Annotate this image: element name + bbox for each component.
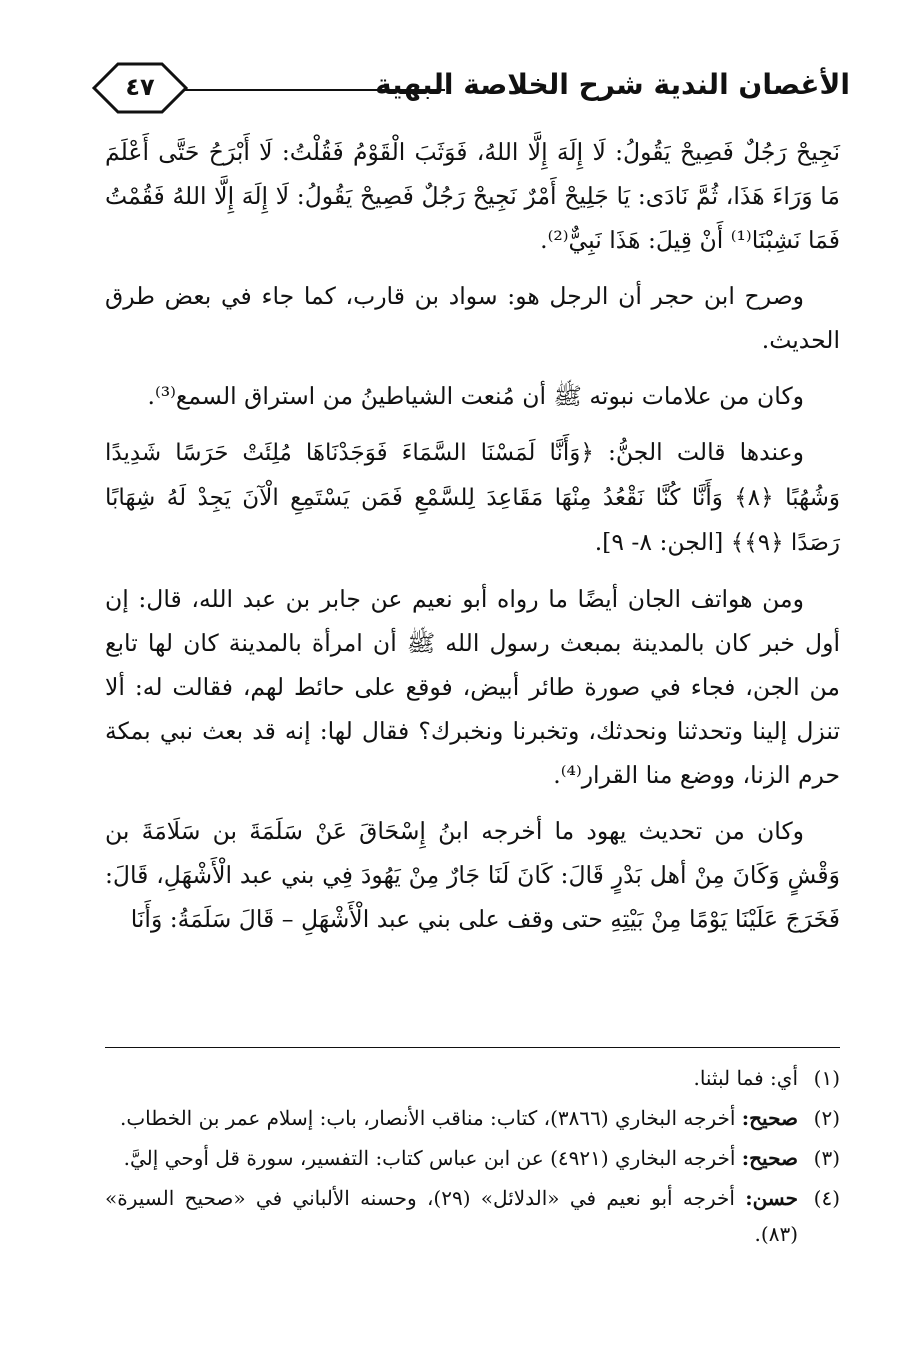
quran-reference: [الجن: ٨- ٩]. xyxy=(594,528,724,556)
paragraph-5: ومن هواتف الجان أيضًا ما رواه أبو نعيم عن جابر بن عبد الله، قال: إن أول خبر كان بالمدينة بمبعث رسول الله ﷺ أن امرأة بالمدينة كان لها تابع من الجن، فجاء في صورة طائر أبيض، فوقع على حائط لهم، فقالت له: ألا تنزل إلينا وتحدثنا ونحدثك، وتخبرنا ونخبرك؟ فقال لها: إنه قد بعث نبي بمكة حرم الزنا، ووضع منا القرار⁽⁴⁾. xyxy=(105,585,840,789)
page-number-badge xyxy=(90,60,190,116)
paragraph-1: نَجِيحْ رَجُلٌ فَصِيحْ يَقُولُ: لَا إِلَهَ إِلَّا اللهُ، فَوَثَبَ الْقَوْمُ فَقُلْتُ: لَا أَبْرَحُ حَتَّى أَعْلَمَ مَا وَرَاءَ هَذَا، ثُمَّ نَادَى: يَا جَلِيحْ أَمْرٌ نَجِيحْ رَجُلٌ فَصِيحْ يَقُولُ: لَا إِلَهَ إِلَّا اللهُ فَقُمْتُ فَمَا نَشِبْنَا⁽¹⁾ أَنْ قِيلَ: هَذَا نَبِيٌّ⁽²⁾. xyxy=(105,138,840,254)
main-text xyxy=(105,130,840,953)
quran-verse: ﴿وَأَنَّا لَمَسْنَا السَّمَاءَ فَوَجَدْنَاهَا مُلِئَتْ حَرَسًا شَدِيدًا وَشُهُبًا ﴿٨﴾ وَأَنَّا كُنَّا نَقْعُدُ مِنْهَا مَقَاعِدَ لِلسَّمْعِ فَمَن يَسْتَمِعِ الْآنَ يَجِدْ لَهُ شِهَابًا رَصَدًا ﴿٩﴾﴾ xyxy=(105,440,840,556)
footnote-4: (٤)حسن: أخرجه أبو نعيم في «الدلائل» (٢٩)، وحسنه الألباني في «صحيح السيرة» (٨٣). xyxy=(105,1186,841,1246)
paragraph-6: وكان من تحديث يهود ما أخرجه ابنُ إِسْحَاقَ عَنْ سَلَمَةَ بن سَلَامَةَ بن وَقْشٍ وَكَانَ مِنْ أهل بَدْرٍ قَالَ: كَانَ لَنَا جَارٌ مِنْ يَهُودَ فِي بني عبد الْأَشْهَلِ، قَالَ: فَخَرَجَ عَلَيْنَا يَوْمًا مِنْ بَيْتِهِ حتى وقف على بني عبد الْأَشْهَلِ – قَالَ سَلَمَةُ: وَأَنَا xyxy=(105,817,840,933)
page-number: ٤٧ xyxy=(125,73,155,101)
paragraph-2: وصرح ابن حجر أن الرجل هو: سواد بن قارب، كما جاء في بعض طرق الحديث. xyxy=(105,282,840,354)
footnote-3: (٣)صحيح: أخرجه البخاري (٤٩٢١) عن ابن عباس كتاب: التفسير، سورة قل أوحي إليَّ. xyxy=(123,1146,840,1170)
paragraph-3: وكان من علامات نبوته ﷺ أن مُنعت الشياطينُ من استراق السمع⁽³⁾. xyxy=(147,382,804,410)
paragraph-4 xyxy=(105,430,840,565)
footnotes xyxy=(105,1060,840,1256)
footnote-2: (٢)صحيح: أخرجه البخاري (٣٨٦٦)، كتاب: مناقب الأنصار، باب: إسلام عمر بن الخطاب. xyxy=(119,1106,840,1130)
quran-intro: وعندها قالت الجنُّ: xyxy=(608,438,804,466)
footnote-separator xyxy=(105,1047,840,1048)
page-header xyxy=(90,60,850,116)
running-title: الأغصان الندية شرح الخلاصة البهية xyxy=(375,68,850,101)
footnote-1: (١)أي: فما لبثنا. xyxy=(693,1066,840,1090)
